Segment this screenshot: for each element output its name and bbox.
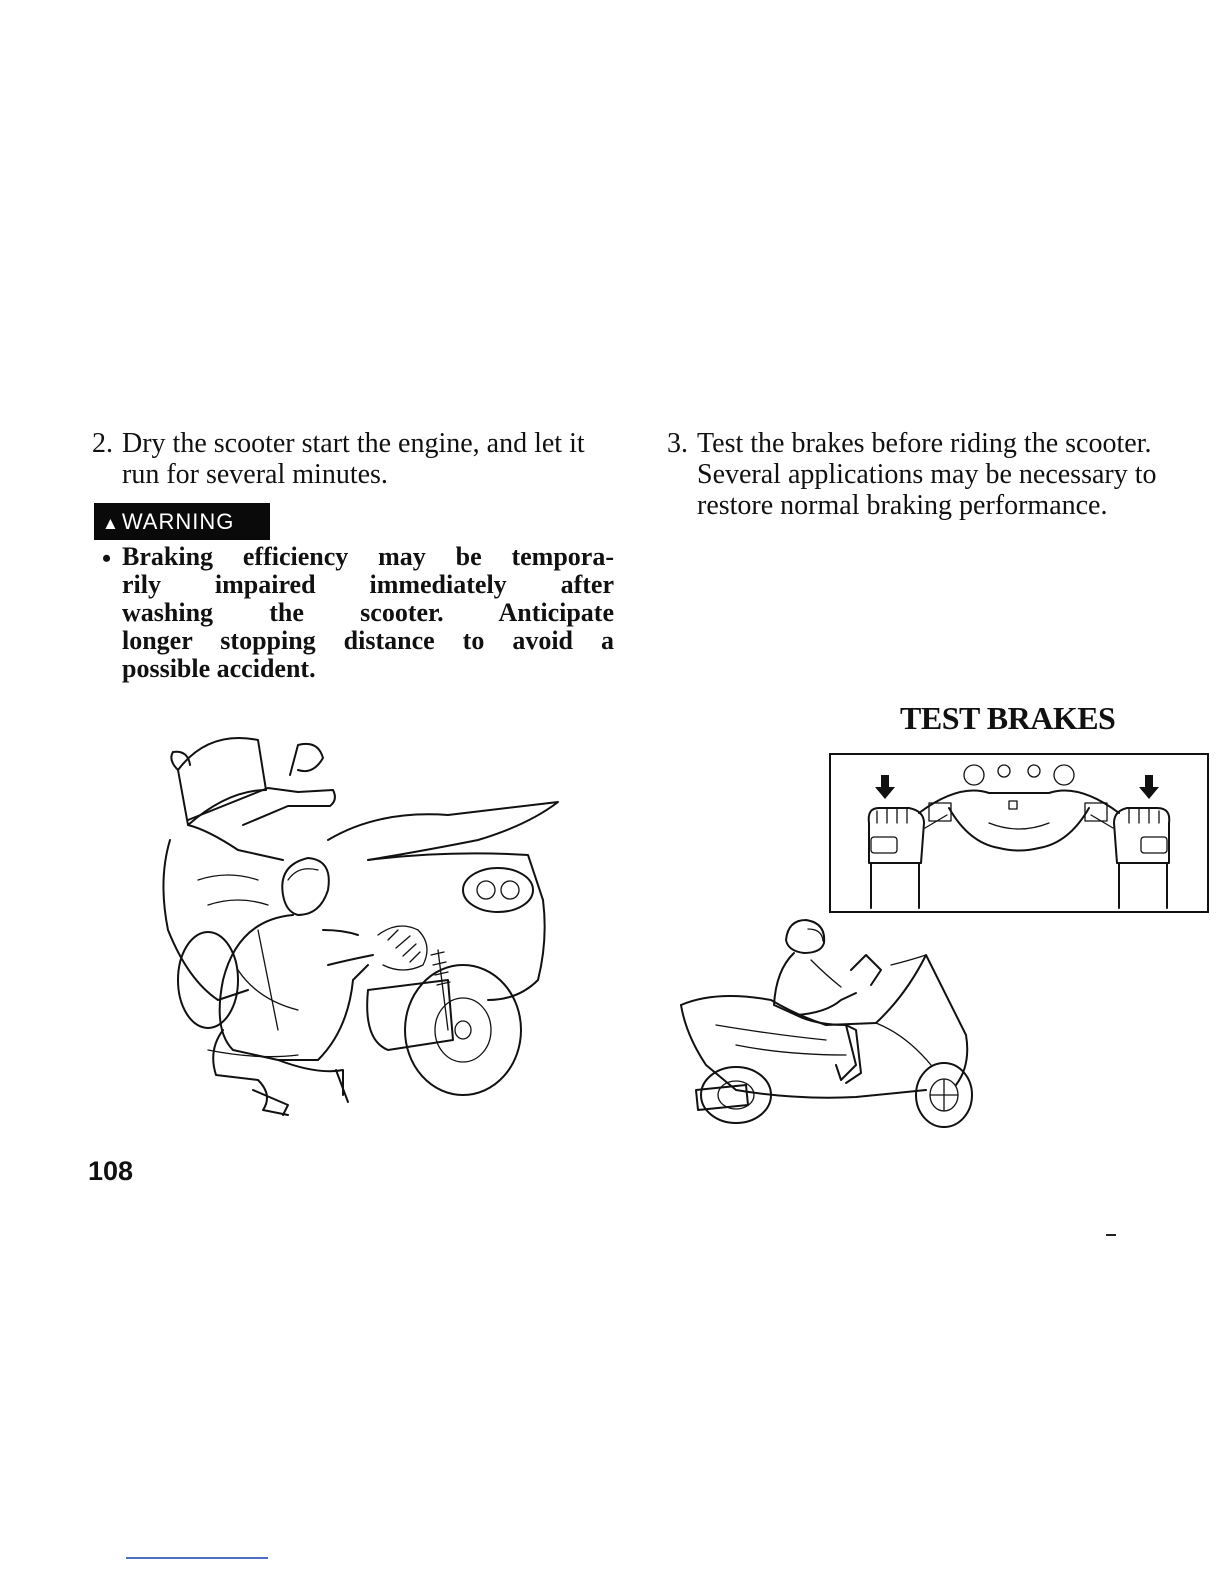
step-3-line-1: Test the brakes before riding the scooter. bbox=[697, 428, 1152, 459]
bottom-underline bbox=[126, 1557, 268, 1559]
page-number: 108 bbox=[88, 1156, 134, 1186]
warning-bullet: • bbox=[102, 544, 112, 573]
step-3-line-2: Several applications may be necessary to bbox=[697, 459, 1157, 490]
warning-badge bbox=[94, 503, 270, 540]
washing-scooter-illustration bbox=[148, 730, 568, 1130]
warning-text bbox=[122, 543, 614, 683]
rider-scooter-illustration bbox=[676, 915, 981, 1135]
warning-line-2: rily impaired immediately after bbox=[122, 570, 614, 599]
step-2 bbox=[92, 428, 622, 498]
test-brakes-caption: TEST BRAKES bbox=[900, 700, 1116, 736]
warning-line-4: longer stopping distance to avoid a bbox=[122, 626, 614, 655]
brake-levers-inset bbox=[829, 753, 1209, 913]
stray-dash-mark bbox=[1106, 1234, 1116, 1236]
step-3-line-3: restore normal braking performance. bbox=[697, 490, 1108, 521]
step-2-line-2: run for several minutes. bbox=[122, 459, 388, 490]
warning-line-1: Braking efficiency may be tempora- bbox=[122, 542, 614, 571]
warning-line-3: washing the scooter. Anticipate bbox=[122, 598, 614, 627]
step-2-line-1: Dry the scooter start the engine, and let it bbox=[122, 428, 585, 459]
warning-line-5: possible accident. bbox=[122, 654, 316, 683]
warning-triangle-icon: ▲ bbox=[102, 514, 120, 533]
step-3-number: 3. bbox=[667, 428, 688, 459]
warning-label: WARNING bbox=[121, 509, 235, 534]
step-2-number: 2. bbox=[92, 428, 113, 459]
step-3 bbox=[667, 428, 1192, 528]
